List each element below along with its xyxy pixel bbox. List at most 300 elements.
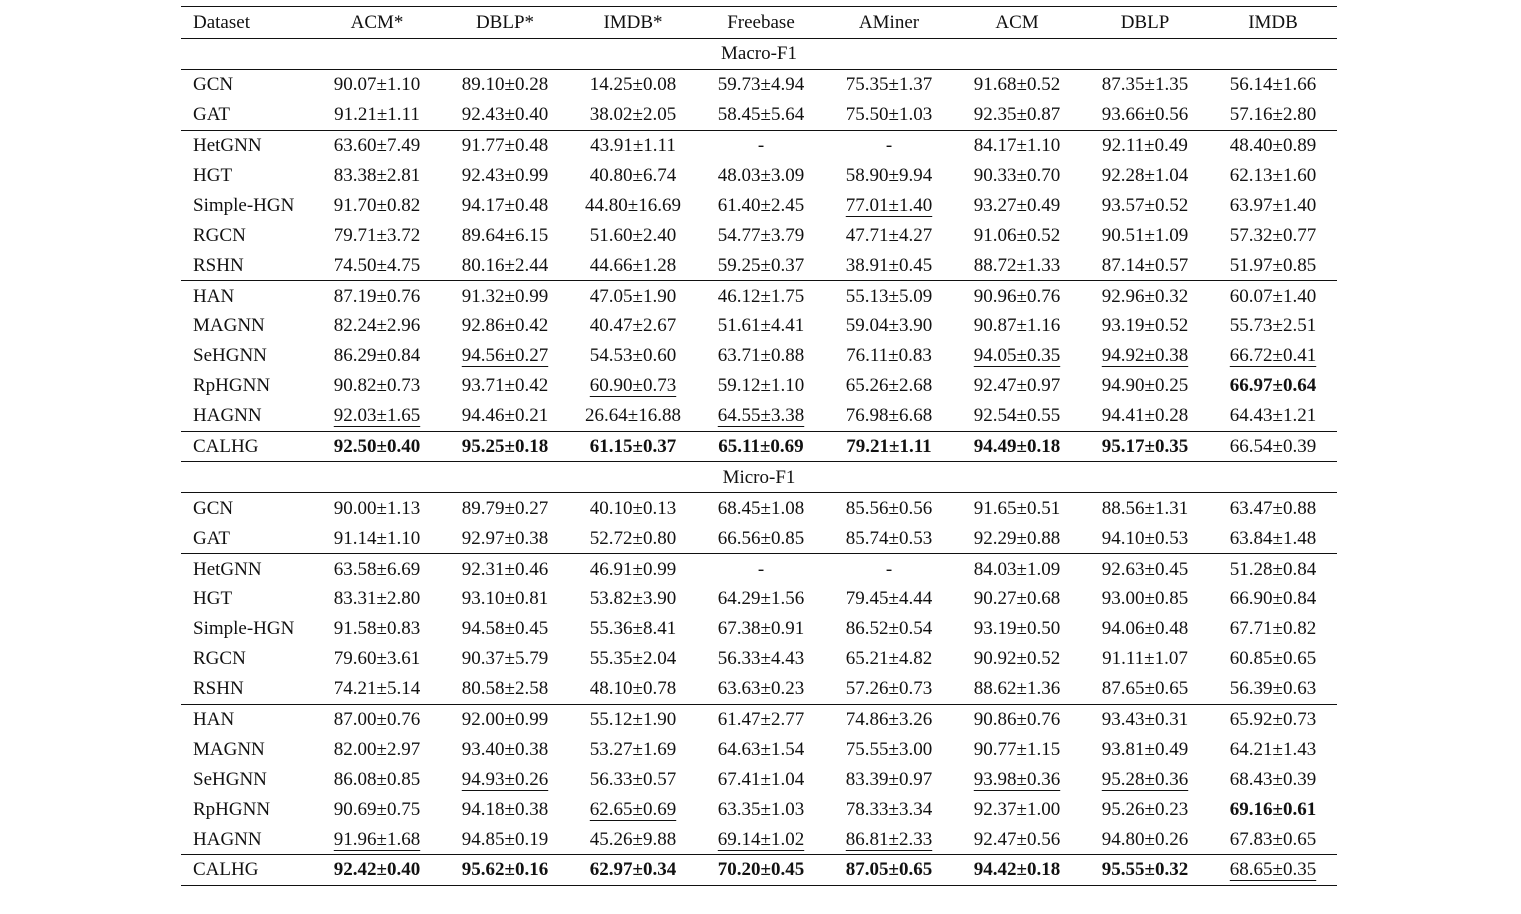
score-value: 90.07±1.10: [333, 74, 421, 96]
score-cell: [825, 311, 953, 341]
score-value: 47.71±4.27: [845, 224, 933, 246]
score-cell: [569, 704, 697, 734]
score-value: 92.43±0.40: [461, 104, 549, 126]
score-value: 56.33±4.43: [717, 648, 805, 670]
score-cell: [441, 220, 569, 250]
score-value: 94.80±0.26: [1101, 828, 1189, 850]
score-cell: [1081, 584, 1209, 614]
score-value: 74.21±5.14: [333, 678, 421, 700]
score-value: 59.04±3.90: [845, 315, 933, 337]
score-value: 91.14±1.10: [333, 527, 421, 549]
results-table: [181, 6, 1337, 886]
score-value: 94.85±0.19: [461, 828, 549, 850]
score-value: 95.17±0.35: [1101, 436, 1189, 458]
score-value: 92.03±1.65: [333, 405, 421, 427]
score-value: 68.43±0.39: [1229, 768, 1317, 790]
score-cell: [1081, 431, 1209, 462]
score-cell: [697, 493, 825, 523]
score-value: 26.64±16.88: [585, 405, 681, 427]
score-value: 59.73±4.94: [717, 74, 805, 96]
score-value: 45.26±9.88: [589, 828, 677, 850]
score-cell: [313, 554, 441, 584]
score-value: 59.25±0.37: [717, 254, 805, 276]
score-value: 95.55±0.32: [1101, 859, 1189, 881]
score-cell: [1209, 554, 1337, 584]
score-cell: [825, 493, 953, 523]
score-cell: [441, 190, 569, 220]
score-cell: [1209, 220, 1337, 250]
score-cell: [1081, 674, 1209, 704]
score-value: 92.97±0.38: [461, 527, 549, 549]
column-header: Freebase: [697, 7, 825, 39]
score-value: 67.83±0.65: [1229, 828, 1317, 850]
score-cell: [953, 100, 1081, 130]
score-cell: [953, 734, 1081, 764]
score-cell: [825, 794, 953, 824]
score-cell: [1081, 523, 1209, 553]
score-value: 55.35±2.04: [589, 648, 677, 670]
score-cell: [569, 69, 697, 99]
score-value: 92.50±0.40: [333, 436, 421, 458]
score-value: 95.62±0.16: [461, 859, 549, 881]
score-cell: [441, 824, 569, 854]
score-value: 83.39±0.97: [845, 768, 933, 790]
score-cell: [825, 69, 953, 99]
score-value: 60.90±0.73: [589, 375, 677, 397]
score-value: 94.05±0.35: [973, 345, 1061, 367]
method-name: HetGNN: [181, 554, 313, 584]
score-value: 63.71±0.88: [717, 345, 805, 367]
table-header: [181, 7, 1337, 39]
score-cell: [569, 523, 697, 553]
score-cell: [1209, 644, 1337, 674]
score-cell: [569, 190, 697, 220]
score-value: 77.01±1.40: [845, 194, 933, 216]
score-value: 55.12±1.90: [589, 709, 677, 731]
score-value: 93.71±0.42: [461, 375, 549, 397]
score-cell: [313, 523, 441, 553]
score-value: 88.72±1.33: [973, 254, 1061, 276]
score-value: 87.00±0.76: [333, 709, 421, 731]
score-cell: [1081, 281, 1209, 311]
score-value: 76.98±6.68: [845, 405, 933, 427]
score-value: 60.07±1.40: [1229, 285, 1317, 307]
score-cell: [825, 250, 953, 280]
score-cell: [953, 401, 1081, 431]
score-cell: [697, 311, 825, 341]
score-cell: [313, 250, 441, 280]
score-cell: [441, 311, 569, 341]
score-cell: [953, 161, 1081, 191]
score-cell: [697, 220, 825, 250]
score-value: -: [757, 135, 765, 157]
score-cell: [313, 69, 441, 99]
score-value: 89.64±6.15: [461, 224, 549, 246]
score-cell: [953, 674, 1081, 704]
score-value: 46.12±1.75: [717, 285, 805, 307]
method-name: GCN: [193, 74, 234, 96]
score-value: 92.28±1.04: [1101, 165, 1189, 186]
score-cell: [441, 584, 569, 614]
score-cell: [1209, 190, 1337, 220]
method-name: HGT: [193, 165, 233, 186]
score-value: 65.26±2.68: [845, 375, 933, 397]
table-row: [181, 130, 1337, 160]
score-value: 88.62±1.36: [973, 678, 1061, 700]
score-cell: [697, 674, 825, 704]
score-value: 90.69±0.75: [333, 798, 421, 820]
score-value: 64.21±1.43: [1229, 738, 1317, 760]
score-value: 48.40±0.89: [1229, 135, 1317, 157]
score-cell: [313, 100, 441, 130]
score-cell: [313, 674, 441, 704]
method-name: HetGNN: [181, 130, 313, 160]
score-value: 64.43±1.21: [1229, 405, 1317, 427]
score-cell: [313, 644, 441, 674]
score-cell: [313, 794, 441, 824]
score-cell: [953, 371, 1081, 401]
score-cell: [1209, 614, 1337, 644]
score-value: 58.45±5.64: [717, 104, 805, 126]
method-name: GCN: [193, 497, 234, 519]
score-value: 70.20±0.45: [717, 859, 805, 881]
method-name: Simple-HGN: [193, 618, 295, 640]
score-value: 94.90±0.25: [1101, 375, 1189, 397]
score-value: 60.85±0.65: [1229, 648, 1317, 670]
score-cell: [441, 341, 569, 371]
score-value: 62.65±0.69: [589, 798, 677, 820]
score-cell: [825, 764, 953, 794]
method-name: HAN: [181, 281, 313, 311]
column-header: ACM: [953, 7, 1081, 39]
score-cell: [697, 614, 825, 644]
score-cell: [569, 161, 697, 191]
score-cell: [441, 674, 569, 704]
score-value: 91.68±0.52: [973, 74, 1061, 96]
score-cell: [1209, 281, 1337, 311]
score-cell: [697, 855, 825, 886]
score-value: 87.05±0.65: [845, 859, 933, 881]
score-value: 51.97±0.85: [1229, 254, 1317, 276]
score-value: 94.93±0.26: [461, 768, 549, 790]
score-cell: [697, 794, 825, 824]
score-value: 90.82±0.73: [333, 375, 421, 397]
score-cell: [825, 371, 953, 401]
score-value: 92.47±0.97: [973, 375, 1061, 397]
header-row: [181, 7, 1337, 39]
score-value: 62.97±0.34: [589, 859, 677, 881]
score-cell: [1081, 644, 1209, 674]
score-value: 90.51±1.09: [1101, 224, 1189, 246]
score-value: 90.92±0.52: [973, 648, 1061, 670]
score-value: 55.73±2.51: [1229, 315, 1317, 337]
score-cell: [1081, 250, 1209, 280]
score-cell: [697, 431, 825, 462]
score-value: 66.90±0.84: [1229, 588, 1317, 610]
score-cell: [1209, 401, 1337, 431]
score-value: 91.65±0.51: [973, 497, 1061, 519]
score-cell: [1081, 100, 1209, 130]
score-cell: [1209, 794, 1337, 824]
score-cell: [1081, 794, 1209, 824]
score-cell: [953, 250, 1081, 280]
score-value: 67.71±0.82: [1229, 618, 1317, 640]
score-value: 93.98±0.36: [973, 768, 1061, 790]
score-cell: [697, 250, 825, 280]
score-cell: [441, 431, 569, 462]
table-row: [181, 220, 1337, 250]
table-row: [181, 371, 1337, 401]
score-value: 54.77±3.79: [717, 224, 805, 246]
score-cell: [569, 250, 697, 280]
score-value: 94.17±0.48: [461, 194, 549, 216]
table-row: [181, 281, 1337, 311]
table-row: [181, 401, 1337, 431]
score-value: 80.16±2.44: [461, 254, 549, 276]
score-cell: [441, 100, 569, 130]
table-row: [181, 704, 1337, 734]
score-cell: [1209, 734, 1337, 764]
score-cell: [313, 311, 441, 341]
score-value: 67.41±1.04: [717, 768, 805, 790]
method-name: RGCN: [193, 224, 246, 246]
score-value: 55.36±8.41: [589, 618, 677, 640]
score-cell: [953, 704, 1081, 734]
score-cell: [569, 431, 697, 462]
score-cell: [1209, 371, 1337, 401]
score-value: 66.56±0.85: [717, 527, 805, 549]
score-value: 87.35±1.35: [1101, 74, 1189, 96]
score-value: 84.03±1.09: [973, 558, 1061, 580]
score-cell: [697, 523, 825, 553]
score-value: 89.10±0.28: [461, 74, 549, 96]
score-value: 38.02±2.05: [589, 104, 677, 126]
score-cell: [1209, 824, 1337, 854]
score-cell: [1081, 824, 1209, 854]
method-name: SeHGNN: [193, 345, 267, 367]
score-value: 56.33±0.57: [589, 768, 677, 790]
score-cell: [313, 401, 441, 431]
score-cell: [569, 734, 697, 764]
score-value: 51.61±4.41: [717, 315, 805, 337]
score-value: 82.24±2.96: [333, 315, 421, 337]
column-header: IMDB*: [569, 7, 697, 39]
score-value: 92.96±0.32: [1101, 285, 1189, 307]
score-value: 92.86±0.42: [461, 315, 549, 337]
score-cell: [441, 250, 569, 280]
score-value: 93.27±0.49: [973, 194, 1061, 216]
table-row: [181, 644, 1337, 674]
score-cell: [441, 704, 569, 734]
score-cell: [441, 764, 569, 794]
score-value: 53.82±3.90: [589, 588, 677, 610]
score-value: -: [757, 558, 765, 580]
score-value: 87.65±0.65: [1101, 678, 1189, 700]
score-value: 91.58±0.83: [333, 618, 421, 640]
score-value: 66.97±0.64: [1229, 375, 1317, 397]
column-header: IMDB: [1209, 7, 1337, 39]
score-cell: [825, 824, 953, 854]
section-title: Micro-F1: [181, 462, 1337, 493]
score-cell: [1209, 764, 1337, 794]
score-value: 40.47±2.67: [589, 315, 677, 337]
score-value: 40.80±6.74: [589, 165, 677, 186]
score-value: 82.00±2.97: [333, 738, 421, 760]
score-cell: [441, 855, 569, 886]
method-name: RpHGNN: [193, 375, 271, 397]
score-value: 68.45±1.08: [717, 497, 805, 519]
table-row: [181, 190, 1337, 220]
score-value: 92.31±0.46: [461, 558, 549, 580]
score-cell: [313, 493, 441, 523]
score-cell: [697, 554, 825, 584]
method-name: HGT: [193, 588, 233, 610]
score-cell: [1209, 523, 1337, 553]
score-cell: [441, 493, 569, 523]
score-value: 51.60±2.40: [589, 224, 677, 246]
score-cell: [1209, 674, 1337, 704]
score-cell: [697, 704, 825, 734]
score-value: 56.39±0.63: [1229, 678, 1317, 700]
score-value: 91.11±1.07: [1102, 648, 1188, 670]
score-cell: [953, 855, 1081, 886]
score-value: 75.35±1.37: [845, 74, 933, 96]
score-value: 86.52±0.54: [845, 618, 933, 640]
score-value: 84.17±1.10: [973, 135, 1061, 157]
score-value: 94.18±0.38: [461, 798, 549, 820]
score-cell: [1209, 431, 1337, 462]
score-value: 94.58±0.45: [461, 618, 549, 640]
score-cell: [1081, 614, 1209, 644]
score-cell: [825, 161, 953, 191]
score-cell: [1209, 341, 1337, 371]
score-cell: [569, 644, 697, 674]
score-cell: [1081, 341, 1209, 371]
method-name: CALHG: [181, 431, 313, 462]
table-row: [181, 311, 1337, 341]
score-value: 52.72±0.80: [589, 527, 677, 549]
score-cell: [313, 704, 441, 734]
score-cell: [697, 69, 825, 99]
score-value: 91.32±0.99: [461, 285, 549, 307]
score-cell: [697, 371, 825, 401]
column-header: DBLP*: [441, 7, 569, 39]
score-value: 90.87±1.16: [973, 315, 1061, 337]
score-cell: [569, 401, 697, 431]
score-value: 51.28±0.84: [1229, 558, 1317, 580]
method-name: RpHGNN: [193, 798, 271, 820]
score-cell: [441, 371, 569, 401]
score-cell: [441, 614, 569, 644]
score-cell: [1209, 311, 1337, 341]
table-row: [181, 493, 1337, 523]
column-header: AMiner: [825, 7, 953, 39]
score-cell: [313, 734, 441, 764]
score-value: 57.26±0.73: [845, 678, 933, 700]
score-cell: [1209, 250, 1337, 280]
score-value: 83.38±2.81: [333, 165, 421, 186]
score-value: 95.26±0.23: [1101, 798, 1189, 820]
method-name: HAGNN: [193, 405, 262, 427]
method-name: HAGNN: [193, 828, 262, 850]
score-cell: [953, 281, 1081, 311]
score-value: 55.13±5.09: [845, 285, 933, 307]
score-value: 14.25±0.08: [589, 74, 677, 96]
score-cell: [825, 674, 953, 704]
score-value: 38.91±0.45: [845, 254, 933, 276]
score-value: 91.06±0.52: [973, 224, 1061, 246]
score-value: 90.77±1.15: [973, 738, 1061, 760]
score-value: 67.38±0.91: [717, 618, 805, 640]
score-cell: [1081, 855, 1209, 886]
score-cell: [953, 69, 1081, 99]
score-cell: [697, 584, 825, 614]
score-cell: [313, 371, 441, 401]
score-value: 79.21±1.11: [846, 436, 932, 458]
score-value: 94.92±0.38: [1101, 345, 1189, 367]
score-cell: [1081, 130, 1209, 160]
score-cell: [1081, 493, 1209, 523]
score-value: 79.71±3.72: [333, 224, 421, 246]
score-value: 92.00±0.99: [461, 709, 549, 731]
score-cell: [441, 734, 569, 764]
score-value: 63.97±1.40: [1229, 194, 1317, 216]
table-row: [181, 100, 1337, 130]
score-value: 79.60±3.61: [333, 648, 421, 670]
score-value: 94.10±0.53: [1101, 527, 1189, 549]
score-value: 48.10±0.78: [589, 678, 677, 700]
score-cell: [1081, 190, 1209, 220]
score-cell: [953, 523, 1081, 553]
score-cell: [953, 311, 1081, 341]
score-value: 93.19±0.52: [1101, 315, 1189, 337]
table-body: [181, 39, 1337, 886]
score-value: 92.35±0.87: [973, 104, 1061, 126]
column-header: DBLP: [1081, 7, 1209, 39]
score-cell: [825, 584, 953, 614]
score-cell: [441, 69, 569, 99]
table-row: [181, 250, 1337, 280]
score-cell: [697, 281, 825, 311]
score-value: 94.06±0.48: [1101, 618, 1189, 640]
score-cell: [697, 734, 825, 764]
table-row: [181, 554, 1337, 584]
score-cell: [825, 190, 953, 220]
method-name: SeHGNN: [193, 768, 267, 790]
score-cell: [441, 401, 569, 431]
score-value: 93.57±0.52: [1101, 194, 1189, 216]
score-cell: [313, 764, 441, 794]
score-value: 80.58±2.58: [461, 678, 549, 700]
score-value: 86.08±0.85: [333, 768, 421, 790]
score-value: 69.14±1.02: [717, 828, 805, 850]
score-cell: [313, 855, 441, 886]
score-value: 90.00±1.13: [333, 497, 421, 519]
score-cell: [1081, 311, 1209, 341]
score-cell: [313, 431, 441, 462]
score-cell: [1209, 493, 1337, 523]
score-value: 93.40±0.38: [461, 738, 549, 760]
score-cell: [441, 554, 569, 584]
score-value: 93.43±0.31: [1101, 709, 1189, 731]
score-value: 59.12±1.10: [717, 375, 805, 397]
score-value: 94.56±0.27: [461, 345, 549, 367]
score-cell: [697, 824, 825, 854]
score-value: 93.10±0.81: [461, 588, 549, 610]
score-value: 63.84±1.48: [1229, 527, 1317, 549]
score-cell: [569, 100, 697, 130]
score-value: 87.14±0.57: [1101, 254, 1189, 276]
